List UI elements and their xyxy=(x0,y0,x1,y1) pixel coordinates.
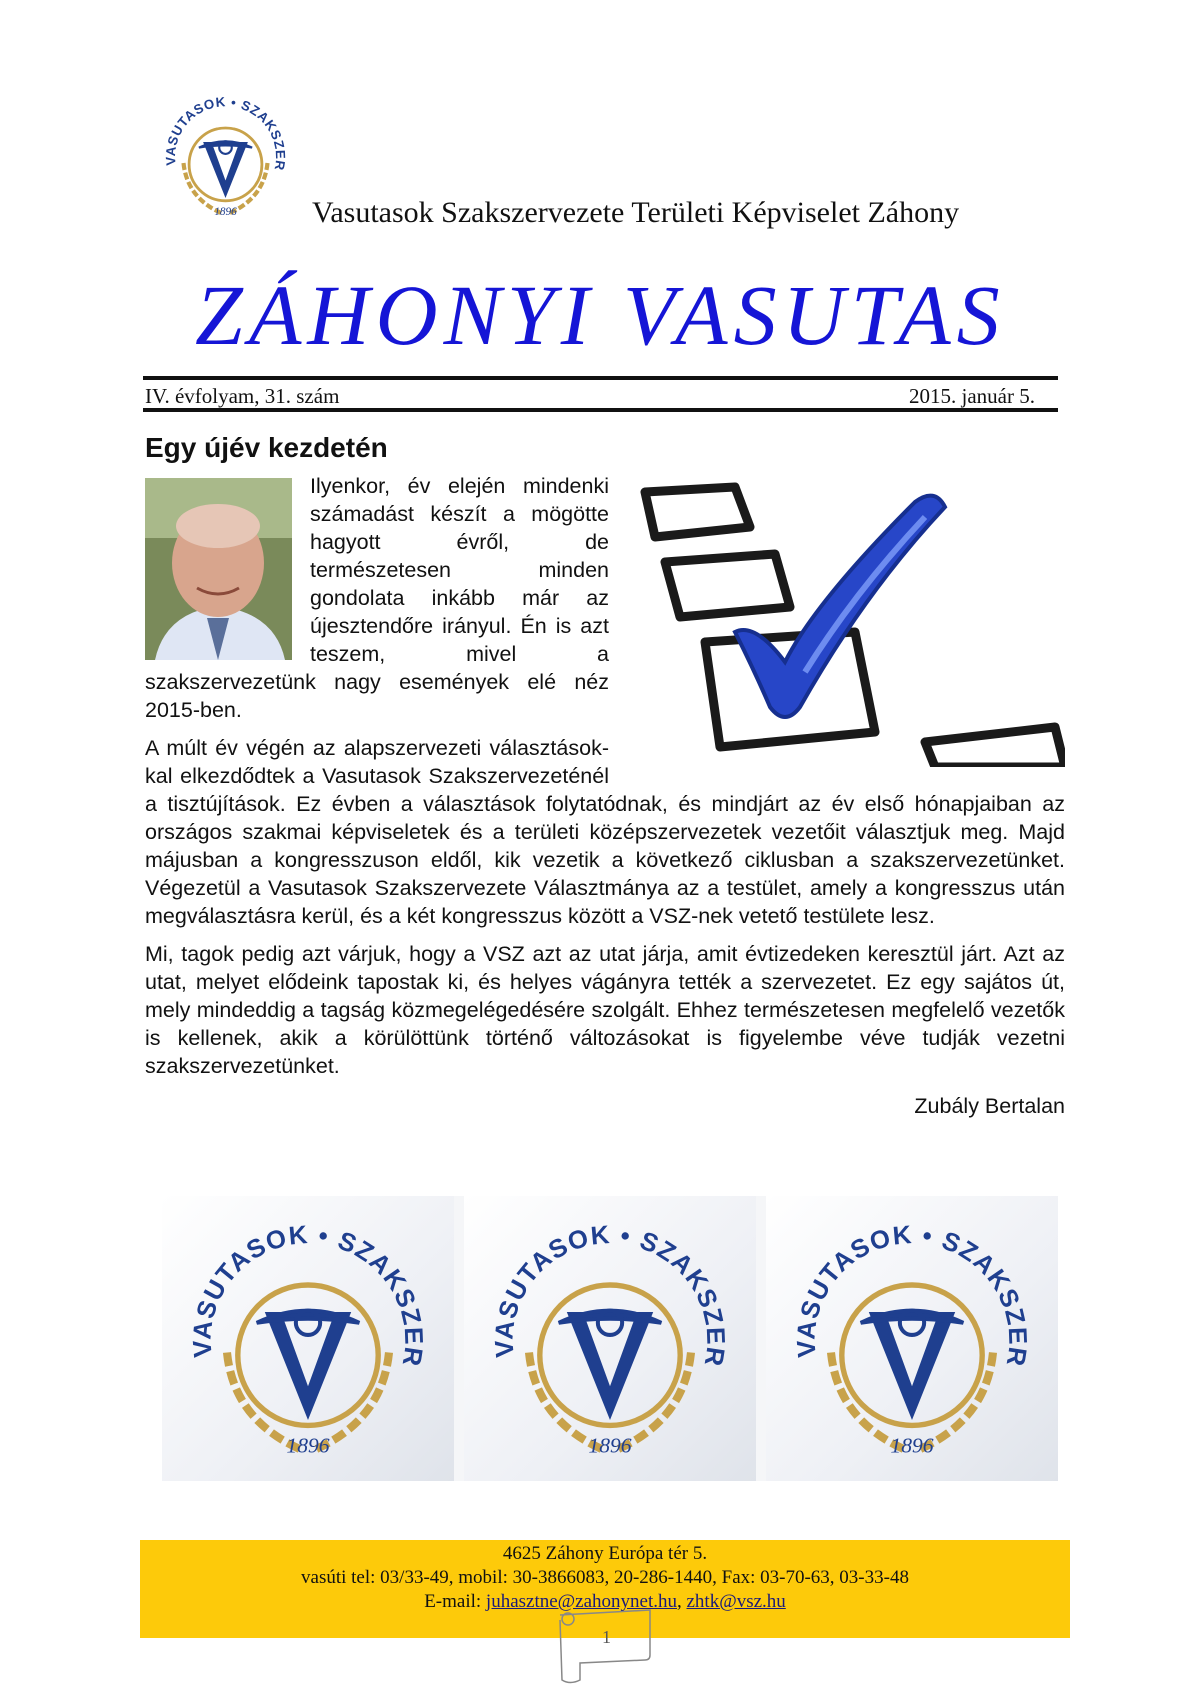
checkbox-checkmark-image xyxy=(625,482,1065,767)
page-number: 1 xyxy=(602,1627,611,1647)
article-paragraph: Ilyenkor, év elején mindenki számadást készít a mögötte hagyott évről, de természetesen minden gondolata inkább már az újesztendőre irányul. Én is azt teszem, mivel a szakszervezetünk nagy események elé néz 2015-ben. xyxy=(145,474,609,722)
article-body xyxy=(145,472,1065,1120)
author-signature: Zubály Bertalan xyxy=(914,1094,1065,1118)
banner-logo xyxy=(464,1196,766,1481)
email-label: E-mail: xyxy=(424,1591,486,1612)
bottom-rule xyxy=(143,408,1058,412)
email-separator: , xyxy=(677,1591,687,1612)
top-rule xyxy=(143,376,1058,380)
issue-number: IV. évfolyam, 31. szám xyxy=(145,384,340,408)
author-photo xyxy=(145,478,292,660)
article-paragraph: Mi, tagok pedig azt várjuk, hogy a VSZ azt az utat járja, amit évtizedeken keresztül járt. Azt az utat, melyet elődeink tapostak ki, és helyes vágányra tették a szervezetet. Ez egy sajátos út, mely mindeddig a tagság közmegelégedésére szolgált. Ehhez természetesen megfelelő vezetők is kellenek, akik a körülöttünk történő változásokat is figyelembe véve tudják vezetni szakszervezetünket. xyxy=(145,942,1065,1078)
banner-logo xyxy=(766,1196,1058,1481)
email-link-1[interactable]: juhasztne@zahonynet.hu xyxy=(485,1591,677,1612)
footer-phones: vasúti tel: 03/33-49, mobil: 30-3866083, 20-286-1440, Fax: 03-70-63, 03-33-48 xyxy=(301,1567,909,1588)
issue-date: 2015. január 5. xyxy=(909,384,1035,408)
union-logo xyxy=(475,1204,745,1474)
article-heading: Egy újév kezdetén xyxy=(145,432,388,463)
issue-row xyxy=(145,384,1035,409)
union-logo xyxy=(148,86,303,226)
footer-address: 4625 Záhony Európa tér 5. xyxy=(502,1543,708,1564)
logo-banner-image xyxy=(162,1196,1058,1481)
union-logo xyxy=(173,1204,443,1474)
article-paragraph: A múlt év végén az alapszervezeti választásokkal elkezdődtek a Vasutasok Szakszervezeténél a tisztújítások. Ez évben a választások folytatódnak, és mindjárt az év első hónapjaiban az országos szakmai képviseletek és a területi középszervezetek vezetőit választjuk meg. Majd májusban a kongresszuson eldől, kik vezetik a következő ciklusban a szakszervezetünket. Végezetül a Vasutasok Szakszervezete Választmánya az a testület, amely a kongresszus után megválasztásra kerül, és a két kongresszus között a VSZ-nek vetető testülete lesz. xyxy=(145,736,1065,928)
newsletter-title: ZÁHONYI VASUTAS xyxy=(195,267,1006,363)
union-logo xyxy=(777,1204,1047,1474)
banner-logo xyxy=(162,1196,464,1481)
email-link-2[interactable]: zhtk@vsz.hu xyxy=(686,1591,786,1612)
page-number-scroll xyxy=(550,1605,660,1685)
organization-name: Vasutasok Szakszervezete Területi Képviselet Záhony xyxy=(312,196,960,229)
